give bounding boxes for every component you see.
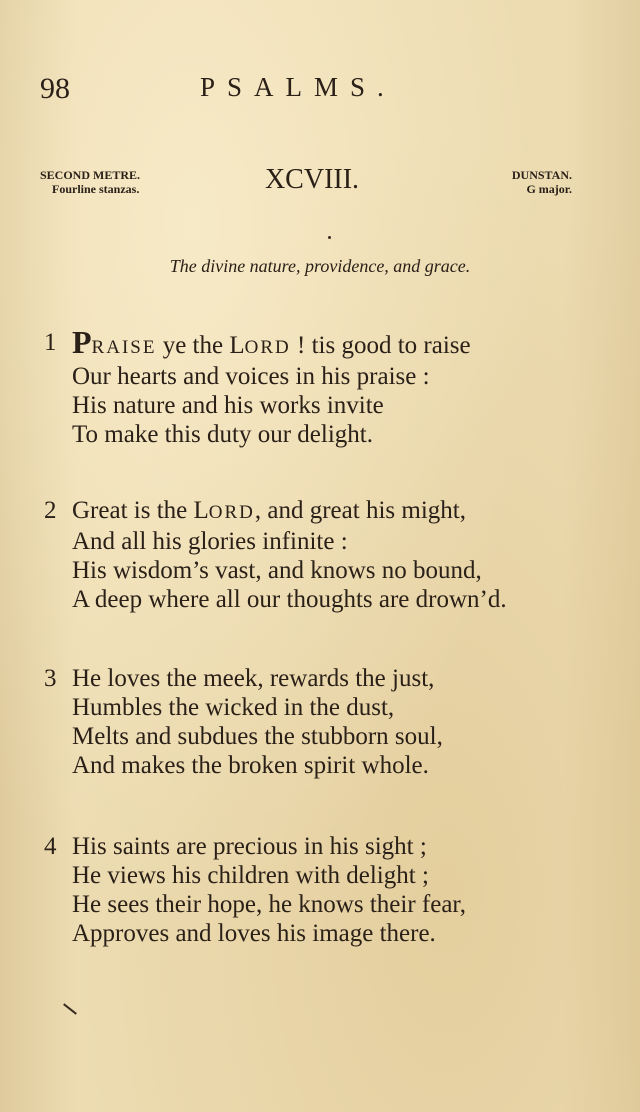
stanza-number: 3 xyxy=(44,665,57,692)
verse-line: And makes the broken spirit whole. xyxy=(72,752,429,779)
verse-line: His saints are precious in his sight ; xyxy=(72,833,427,860)
verse-line: And all his glories infinite : xyxy=(72,528,348,555)
verse-text: Great is the xyxy=(72,497,194,524)
small-caps-word: RAISE xyxy=(91,337,157,358)
lord-initial: L xyxy=(229,332,245,359)
ornament-dot xyxy=(328,236,331,239)
lord-small-caps: ORD xyxy=(208,502,255,523)
psalm-number-text: XCVIII. xyxy=(264,164,360,195)
verse-line: A deep where all our thoughts are drown’d. xyxy=(72,586,507,613)
verse-line: To make this duty our delight. xyxy=(72,421,373,448)
lord-initial: L xyxy=(193,497,209,524)
lord-small-caps: ORD xyxy=(244,337,291,358)
ink-mark xyxy=(63,1003,77,1014)
running-title: PSALMS. xyxy=(200,72,396,102)
verse-line: Our hearts and voices in his praise : xyxy=(72,363,430,390)
stanza-form-label: Fourline stanzas. xyxy=(52,182,140,196)
stanza-number: 4 xyxy=(44,833,57,860)
tune-info xyxy=(512,168,572,196)
verse-line xyxy=(72,324,471,362)
tune-key: G major. xyxy=(526,182,572,196)
verse-line: He sees their hope, he knows their fear, xyxy=(72,891,466,918)
stanza-lines xyxy=(72,832,466,948)
verse-line: Humbles the wicked in the dust, xyxy=(72,694,395,721)
page-number: 98 xyxy=(40,72,70,105)
verse-line: Approves and loves his image there. xyxy=(72,920,436,947)
verse-line: His nature and his works invite xyxy=(72,392,384,419)
verse-line: He views his children with delight ; xyxy=(72,862,429,889)
drop-cap: P xyxy=(72,324,92,360)
tune-name: DUNSTAN. xyxy=(511,168,572,182)
verse-text: , and great his might, xyxy=(254,497,466,524)
stanza-lines xyxy=(72,324,471,449)
verse-text: ! tis good to raise xyxy=(290,332,471,359)
verse-text: ye the xyxy=(156,332,230,359)
verse-line: He loves the meek, rewards the just, xyxy=(72,665,435,692)
verse-line xyxy=(72,496,507,527)
verse-line: Melts and subdues the stubborn soul, xyxy=(72,723,443,750)
verse-line: His wisdom’s vast, and knows no bound, xyxy=(72,557,482,584)
stanza-lines xyxy=(72,496,507,614)
stanza-lines xyxy=(72,664,443,780)
metre-label: SECOND METRE. xyxy=(40,168,141,182)
psalm-subtitle: The divine nature, providence, and grace. xyxy=(169,256,471,276)
stanza-number: 2 xyxy=(44,497,57,524)
stanza-number: 1 xyxy=(44,329,57,356)
running-head xyxy=(40,72,600,112)
